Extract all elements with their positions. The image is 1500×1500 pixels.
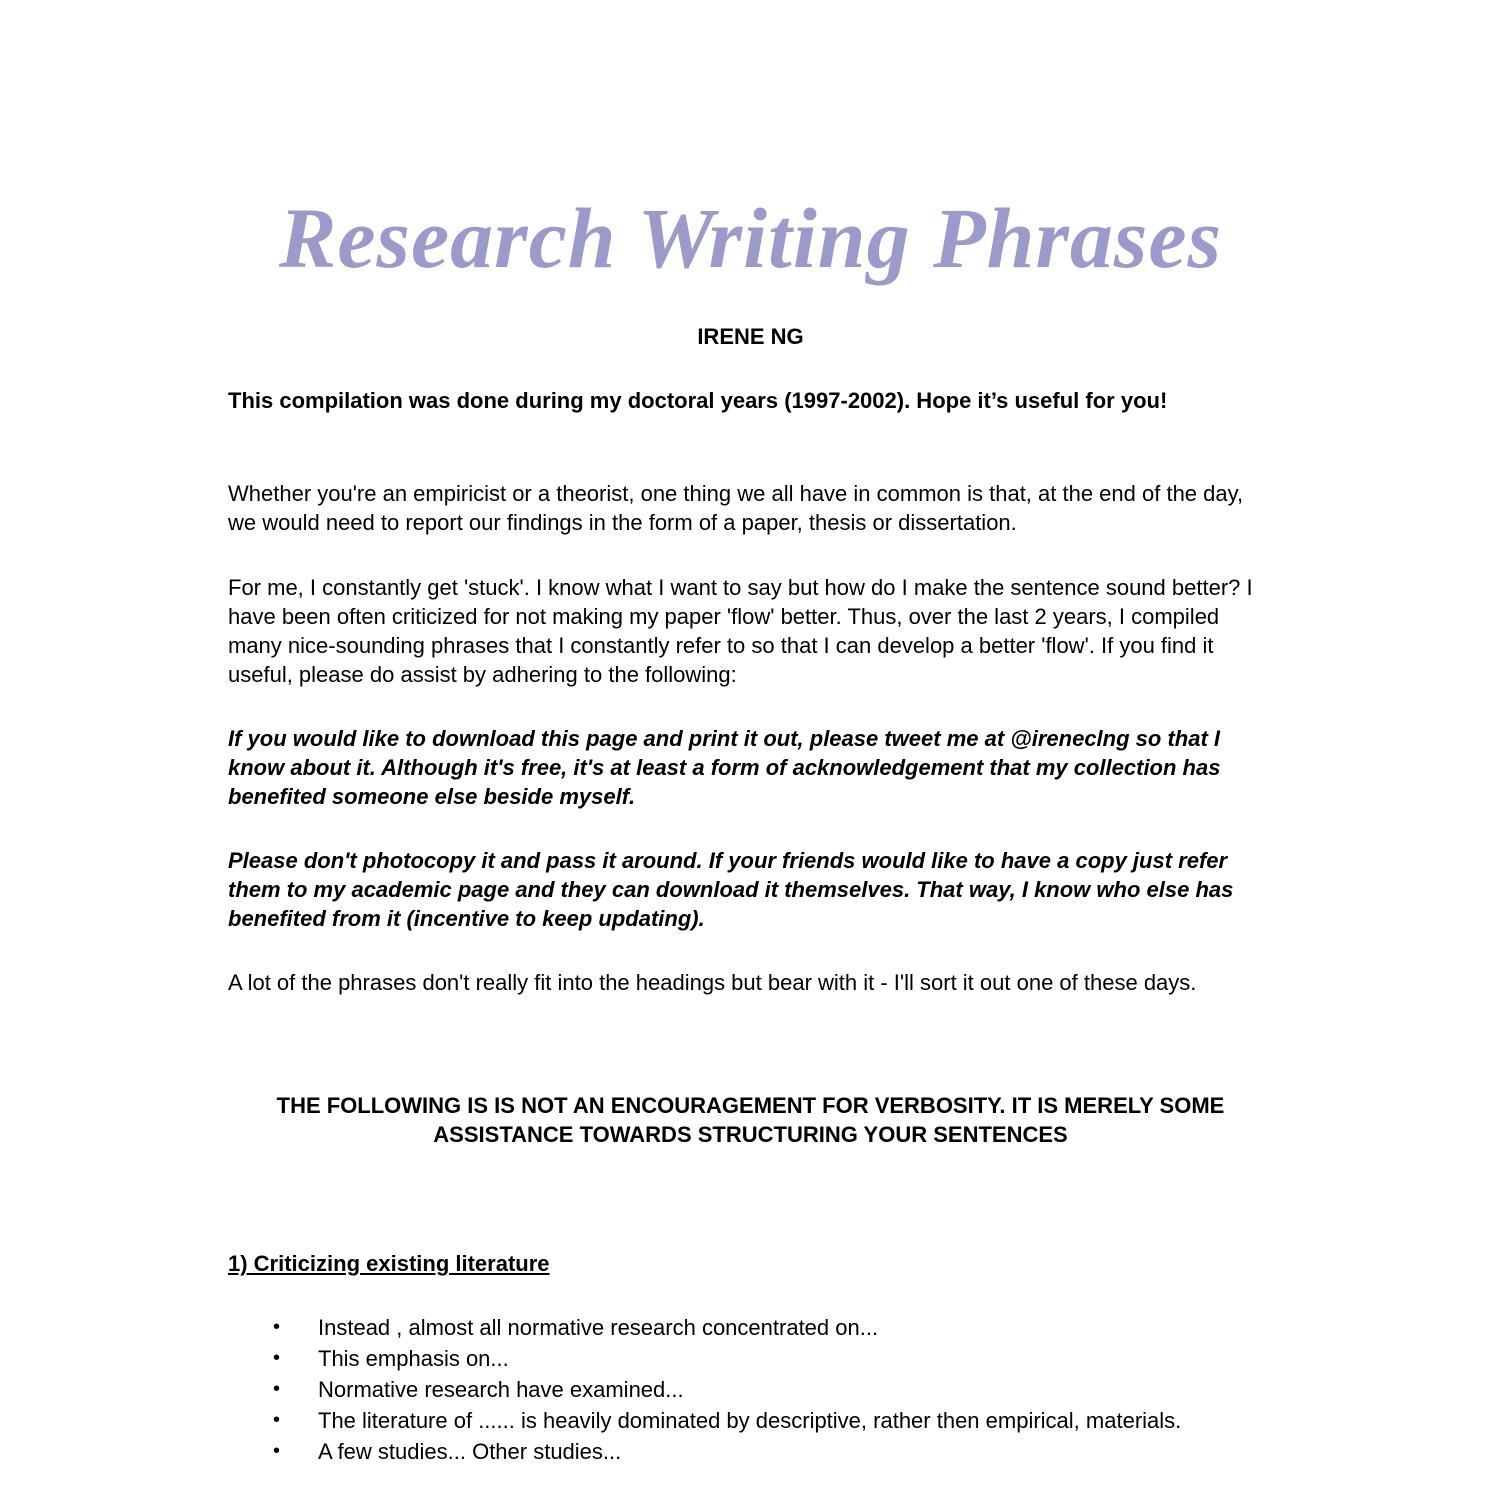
bullet-icon: • [273, 1347, 281, 1369]
list-item-text: Instead , almost all normative research concentrated on... [318, 1315, 879, 1340]
author-name: IRENE NG [697, 324, 804, 349]
list-item-text: The literature of ...... is heavily dominated by descriptive, rather then empirical, materials. [318, 1408, 1182, 1433]
list-item [228, 1344, 1273, 1373]
body-paragraph-stuck: For me, I constantly get 'stuck'. I know what I want to say but how do I make the sentence sound better? I have been often criticized for not making my paper 'flow' better. Thus, over the last 2 years, I compiled many nice-sounding phrases that I constantly refer to so that I can develop a better 'flow'. If you find it useful, please do assist by adhering to the following: [228, 575, 1253, 687]
section-heading: 1) Criticizing existing literature [228, 1251, 550, 1276]
body-paragraph-headings: A lot of the phrases don't really fit into the headings but bear with it - I'll sort it out one of these days. [228, 970, 1197, 995]
list-item [228, 1406, 1273, 1435]
intro-paragraph: This compilation was done during my doctoral years (1997-2002). Hope it’s useful for you! [228, 388, 1168, 413]
bullet-icon: • [273, 1409, 281, 1431]
body-paragraph-empiricist: Whether you're an empiricist or a theorist, one thing we all have in common is that, at the end of the day, we would need to report our findings in the form of a paper, thesis or dissertation. [228, 481, 1244, 535]
document-title: Research Writing Phrases [278, 190, 1223, 286]
list-item [228, 1313, 1273, 1342]
bullet-icon: • [273, 1378, 281, 1400]
bullet-icon: • [273, 1316, 281, 1338]
bullet-icon: • [273, 1440, 281, 1462]
phrase-list [228, 1313, 1273, 1468]
list-item-text: A few studies... Other studies... [318, 1439, 622, 1464]
list-item [228, 1437, 1273, 1466]
request-paragraph-photocopy: Please don't photocopy it and pass it around. If your friends would like to have a copy just refer them to my academic page and they can download it themselves. That way, I know who else has benefited from it (incentive to keep updating). [228, 848, 1234, 931]
list-item [228, 1375, 1273, 1404]
list-item-text: This emphasis on... [318, 1346, 509, 1371]
request-paragraph-tweet: If you would like to download this page and print it out, please tweet me at @ireneclng so that I know about it. Although it's free, it's at least a form of acknowledgement that my collection has benefited someone else beside myself. [228, 726, 1221, 809]
list-item-text: Normative research have examined... [318, 1377, 684, 1402]
verbosity-notice: THE FOLLOWING IS IS NOT AN ENCOURAGEMENT FOR VERBOSITY. IT IS MERELY SOME ASSISTANCE TOWARDS STRUCTURING YOUR SENTENCES [276, 1093, 1225, 1147]
